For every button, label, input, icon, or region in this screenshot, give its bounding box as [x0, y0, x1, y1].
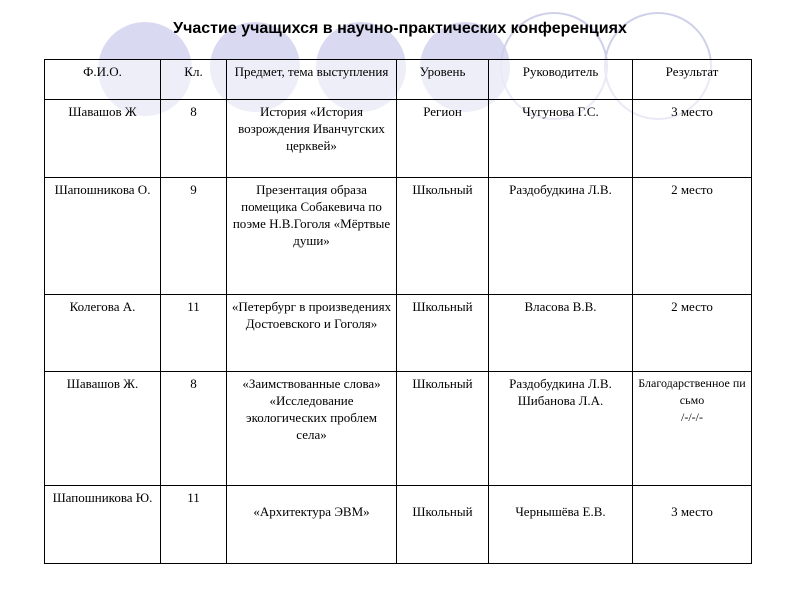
cell-result: 3 место [633, 486, 752, 564]
cell-name: Шавашов Ж [45, 100, 161, 178]
cell-subject: «Архитектура ЭВМ» [227, 486, 397, 564]
cell-supervisor: Чугунова Г.С. [489, 100, 633, 178]
cell-grade: 8 [161, 100, 227, 178]
cell-level: Школьный [397, 372, 489, 486]
header-result: Результат [633, 60, 752, 100]
table-row [45, 100, 752, 178]
cell-result: 2 место [633, 295, 752, 372]
cell-supervisor: Чернышёва Е.В. [489, 486, 633, 564]
header-grade: Кл. [161, 60, 227, 100]
table-row [45, 295, 752, 372]
table-header-row [45, 60, 752, 100]
cell-subject: История «История возрождения Иванчугских церквей» [227, 100, 397, 178]
cell-grade: 11 [161, 486, 227, 564]
cell-subject: «Заимствованные слова» «Исследование экологических проблем села» [227, 372, 397, 486]
cell-name: Шавашов Ж. [45, 372, 161, 486]
cell-level: Регион [397, 100, 489, 178]
cell-supervisor: Раздобудкина Л.В. [489, 178, 633, 295]
table-row [45, 178, 752, 295]
cell-supervisor: Раздобудкина Л.В. Шибанова Л.А. [489, 372, 633, 486]
result-note: /-/-/- [681, 410, 703, 424]
cell-name: Шапошникова О. [45, 178, 161, 295]
table-row [45, 372, 752, 486]
cell-subject: «Петербург в произведениях Достоевского и Гоголя» [227, 295, 397, 372]
header-subject: Предмет, тема выступления [227, 60, 397, 100]
cell-level: Школьный [397, 295, 489, 372]
conference-table [44, 59, 752, 564]
cell-subject: Презентация образа помещика Собакевича по поэме Н.В.Гоголя «Мёртвые души» [227, 178, 397, 295]
cell-grade: 9 [161, 178, 227, 295]
cell-result [633, 372, 752, 486]
header-supervisor: Руководитель [489, 60, 633, 100]
cell-result: 2 место [633, 178, 752, 295]
cell-name: Шапошникова Ю. [45, 486, 161, 564]
cell-grade: 11 [161, 295, 227, 372]
header-name: Ф.И.О. [45, 60, 161, 100]
cell-supervisor: Власова В.В. [489, 295, 633, 372]
cell-level: Школьный [397, 178, 489, 295]
cell-level: Школьный [397, 486, 489, 564]
cell-result: 3 место [633, 100, 752, 178]
result-text: Благодарственное письмо [638, 376, 746, 407]
header-level: Уровень [397, 60, 489, 100]
page-title: Участие учащихся в научно-практических конференциях [173, 20, 627, 37]
cell-grade: 8 [161, 372, 227, 486]
cell-name: Колегова А. [45, 295, 161, 372]
table-row [45, 486, 752, 564]
